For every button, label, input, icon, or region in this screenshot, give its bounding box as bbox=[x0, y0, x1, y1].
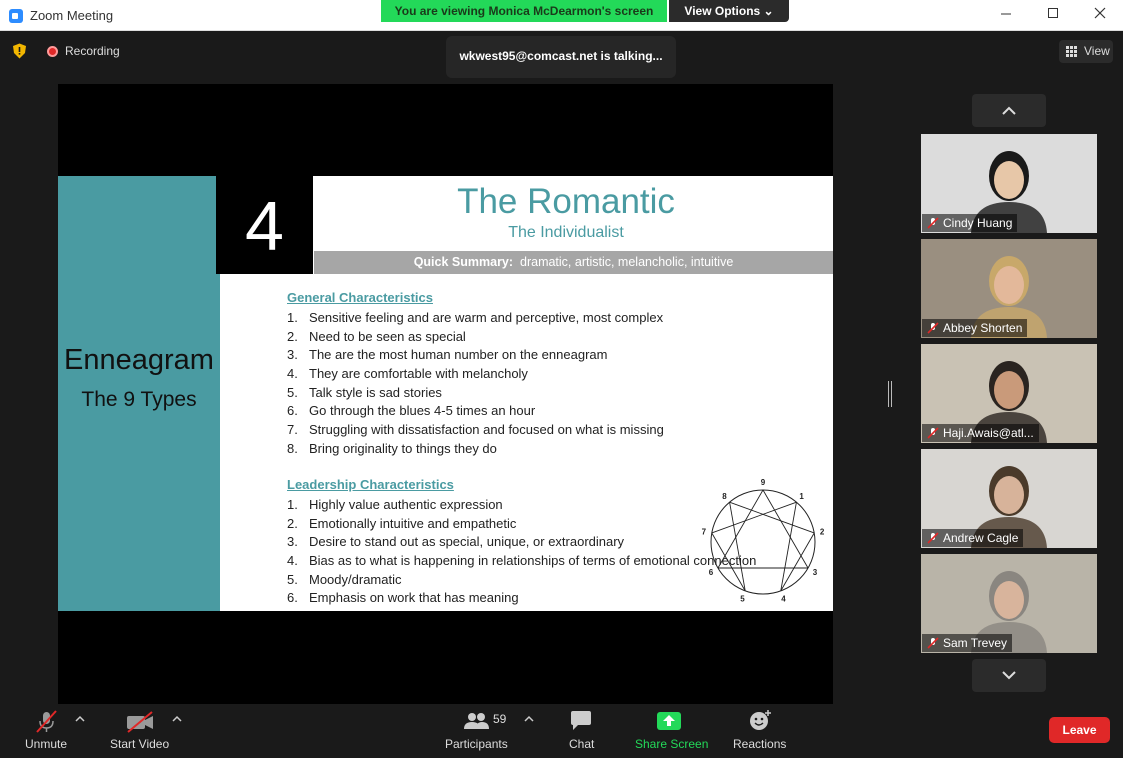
leave-button[interactable]: Leave bbox=[1049, 717, 1110, 743]
list-item-text: Emphasis on work that has meaning bbox=[309, 590, 519, 606]
chat-label: Chat bbox=[569, 737, 595, 751]
enneagram-line bbox=[718, 490, 763, 568]
enneagram-point-label: 2 bbox=[819, 527, 825, 537]
leadership-list-item bbox=[287, 496, 756, 515]
general-list-item bbox=[287, 384, 664, 403]
list-item-text: Go through the blues 4-5 times an hour bbox=[309, 403, 536, 419]
list-item-number: 4. bbox=[287, 553, 298, 569]
microphone-muted-icon bbox=[34, 710, 58, 734]
slide-title: The Romantic bbox=[457, 182, 675, 221]
list-item-text: Highly value authentic expression bbox=[309, 497, 503, 512]
participant-name: Cindy Huang bbox=[943, 216, 1013, 230]
participant-name: Andrew Cagle bbox=[943, 531, 1019, 545]
list-item-text: Bias as to what is happening in relationships of terms of emotional connection bbox=[309, 553, 757, 569]
microphone-muted-icon bbox=[927, 427, 939, 439]
list-item-number: 7. bbox=[287, 422, 298, 438]
general-list-item bbox=[287, 328, 664, 347]
list-item-number: 6. bbox=[287, 590, 298, 606]
share-screen-icon bbox=[657, 712, 681, 730]
chevron-down-icon bbox=[1001, 669, 1017, 681]
panel-resize-handle[interactable] bbox=[888, 381, 892, 407]
summary-text: dramatic, artistic, melancholic, intuitive bbox=[520, 255, 734, 269]
leadership-list-item bbox=[287, 571, 756, 590]
list-item-text: Sensitive feeling and are warm and perceptive, most complex bbox=[309, 310, 664, 325]
video-off-icon bbox=[126, 710, 156, 734]
participant-video-tile[interactable] bbox=[921, 449, 1097, 548]
general-list-item bbox=[287, 309, 664, 328]
window-title: Zoom Meeting bbox=[30, 8, 114, 23]
leadership-list-item bbox=[287, 552, 756, 571]
general-list-item bbox=[287, 421, 664, 440]
audio-options-caret-icon[interactable] bbox=[74, 714, 86, 724]
reactions-button[interactable] bbox=[731, 704, 787, 758]
list-item-number: 1. bbox=[287, 310, 298, 325]
reactions-label: Reactions bbox=[733, 737, 787, 751]
side-subtitle: The 9 Types bbox=[81, 388, 197, 411]
participant-video-tile[interactable] bbox=[921, 239, 1097, 338]
chevron-up-icon bbox=[1001, 104, 1017, 116]
share-screen-label: Share Screen bbox=[635, 737, 709, 751]
active-speaker-indicator: wkwest95@comcast.net is talking... bbox=[446, 36, 676, 78]
participant-name: Abbey Shorten bbox=[943, 321, 1023, 335]
unmute-button[interactable] bbox=[20, 704, 72, 758]
enneagram-point-label: 6 bbox=[708, 568, 714, 577]
share-screen-button[interactable] bbox=[633, 704, 709, 758]
list-item-number: 6. bbox=[287, 403, 298, 419]
recording-label[interactable]: Recording bbox=[65, 44, 120, 58]
presentation-slide bbox=[58, 176, 833, 611]
microphone-muted-icon bbox=[927, 217, 939, 229]
microphone-muted-icon bbox=[927, 532, 939, 544]
general-list-item bbox=[287, 402, 664, 421]
participants-count: 59 bbox=[493, 712, 507, 726]
reactions-smiley-icon bbox=[749, 709, 773, 731]
view-options-button[interactable]: View Options ⌄ bbox=[669, 0, 789, 22]
enneagram-line bbox=[763, 490, 808, 568]
maximize-icon bbox=[1047, 7, 1059, 19]
list-item-text: Talk style is sad stories bbox=[309, 384, 442, 400]
view-button-label: View bbox=[1084, 44, 1110, 58]
slide-side-panel bbox=[58, 176, 220, 611]
close-icon bbox=[1094, 7, 1106, 19]
general-list-item bbox=[287, 346, 664, 365]
list-item-number: 5. bbox=[287, 384, 298, 400]
viewing-screen-label: You are viewing Monica McDearmon's screen bbox=[381, 0, 667, 22]
scroll-up-button[interactable] bbox=[972, 94, 1046, 127]
minimize-icon bbox=[1000, 7, 1012, 19]
enneagram-point-label: 7 bbox=[701, 527, 707, 537]
minimize-button[interactable] bbox=[983, 0, 1029, 31]
participants-label: Participants bbox=[445, 737, 508, 751]
slide-subtitle: The Individualist bbox=[508, 224, 624, 241]
list-item-text: Struggling with dissatisfaction and focused on what is missing bbox=[309, 422, 664, 438]
participant-name: Sam Trevey bbox=[943, 636, 1008, 650]
list-item-text: Bring originality to things they do bbox=[309, 440, 497, 456]
maximize-button[interactable] bbox=[1030, 0, 1076, 31]
participant-name: Haji.Awais@atl... bbox=[943, 426, 1034, 440]
enneagram-point-label: 3 bbox=[812, 568, 818, 577]
meeting-toolbar bbox=[0, 704, 1123, 758]
summary-label: Quick Summary: bbox=[413, 255, 514, 269]
leadership-list-item bbox=[287, 533, 756, 552]
enneagram-point-label: 1 bbox=[799, 492, 804, 502]
side-title: Enneagram bbox=[64, 344, 214, 376]
chat-button[interactable] bbox=[566, 704, 598, 758]
participant-video-tile[interactable] bbox=[921, 134, 1097, 233]
quick-summary-bar bbox=[314, 251, 833, 274]
close-button[interactable] bbox=[1077, 0, 1123, 31]
enneagram-diagram bbox=[696, 472, 830, 606]
scroll-down-button[interactable] bbox=[972, 659, 1046, 692]
security-shield-icon[interactable] bbox=[12, 43, 27, 59]
list-item-number: 3. bbox=[287, 534, 298, 550]
grid-view-icon bbox=[1066, 46, 1078, 57]
participant-video-tile[interactable] bbox=[921, 554, 1097, 653]
recording-icon bbox=[47, 46, 58, 57]
list-item-number: 2. bbox=[287, 515, 298, 531]
list-item-text: Emotionally intuitive and empathetic bbox=[309, 515, 517, 531]
list-item-number: 5. bbox=[287, 571, 298, 587]
list-item-number: 4. bbox=[287, 366, 298, 382]
start-video-button[interactable] bbox=[108, 704, 172, 758]
list-item-text: Need to be seen as special bbox=[309, 328, 466, 344]
general-list-item bbox=[287, 365, 664, 384]
participants-icon bbox=[464, 712, 490, 730]
list-item-text: The are the most human number on the enneagram bbox=[309, 347, 608, 363]
participant-name-label bbox=[922, 319, 1027, 337]
enneagram-point-label: 8 bbox=[722, 492, 727, 502]
participants-button[interactable] bbox=[443, 704, 511, 758]
start-video-label: Start Video bbox=[110, 737, 170, 751]
zoom-logo-icon bbox=[9, 9, 23, 23]
participant-name-label bbox=[922, 424, 1039, 442]
participant-name-label bbox=[922, 634, 1012, 652]
list-item-number: 8. bbox=[287, 440, 298, 456]
list-item-number: 2. bbox=[287, 328, 298, 344]
unmute-label: Unmute bbox=[25, 737, 68, 751]
general-characteristics-list bbox=[287, 309, 664, 459]
general-list-item bbox=[287, 440, 664, 459]
microphone-muted-icon bbox=[927, 322, 939, 334]
list-item-number: 3. bbox=[287, 347, 298, 363]
list-item-text: Moody/dramatic bbox=[309, 571, 402, 587]
participant-name-label bbox=[922, 214, 1017, 232]
shared-screen bbox=[58, 84, 833, 704]
leadership-list-item bbox=[287, 589, 756, 608]
chat-icon bbox=[570, 711, 592, 731]
type-number: 4 bbox=[216, 176, 313, 274]
view-button[interactable] bbox=[1059, 40, 1113, 63]
leadership-characteristics-heading: Leadership Characteristics bbox=[287, 477, 454, 492]
participant-video-tile[interactable] bbox=[921, 344, 1097, 443]
leadership-list-item bbox=[287, 515, 756, 534]
participant-name-label bbox=[922, 529, 1023, 547]
enneagram-point-label: 9 bbox=[760, 478, 766, 487]
microphone-muted-icon bbox=[927, 637, 939, 649]
enneagram-point-label: 5 bbox=[740, 594, 745, 604]
leadership-characteristics-list bbox=[287, 496, 756, 608]
list-item-number: 1. bbox=[287, 497, 298, 512]
list-item-text: Desire to stand out as special, unique, or extraordinary bbox=[309, 534, 625, 550]
participants-options-caret-icon[interactable] bbox=[523, 714, 535, 724]
enneagram-point-label: 4 bbox=[781, 594, 786, 604]
video-options-caret-icon[interactable] bbox=[171, 714, 183, 724]
general-characteristics-heading: General Characteristics bbox=[287, 290, 433, 305]
enneagram-circle bbox=[708, 490, 815, 594]
list-item-text: They are comfortable with melancholy bbox=[309, 366, 528, 382]
